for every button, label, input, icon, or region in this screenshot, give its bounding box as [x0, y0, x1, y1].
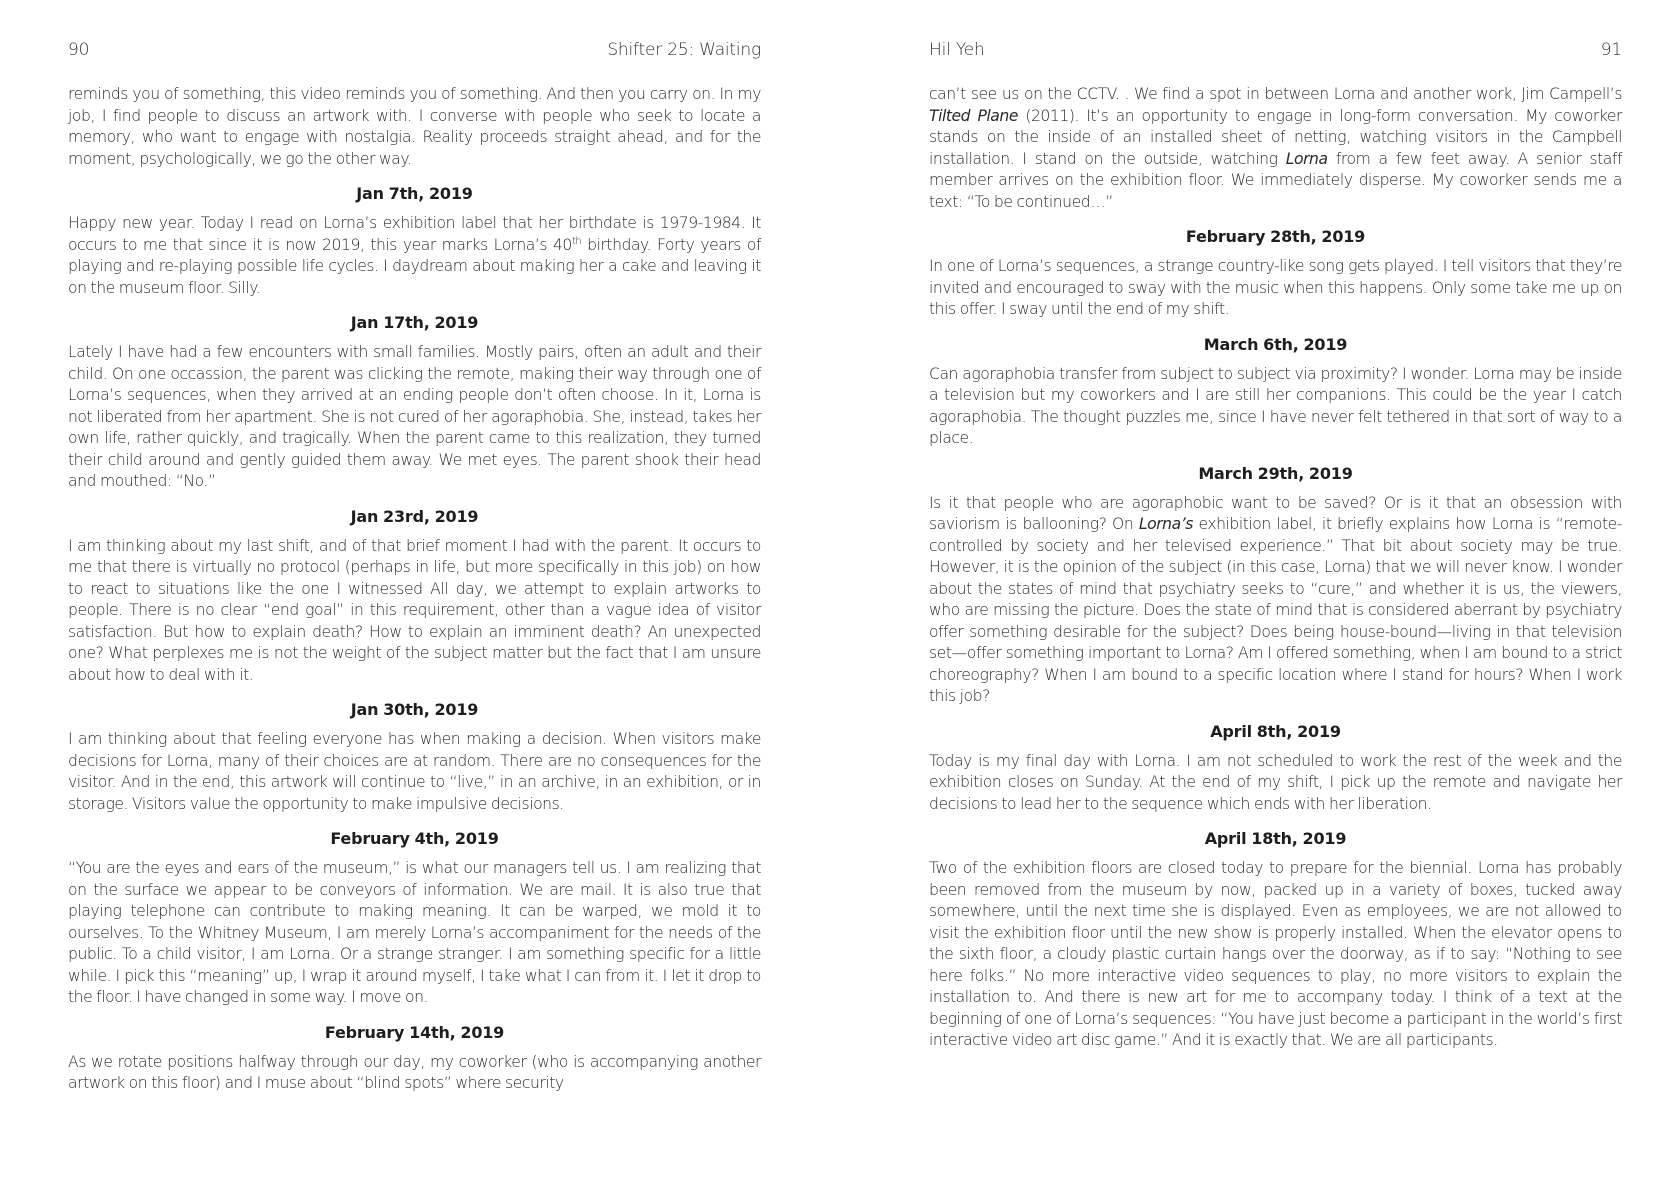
- entry-date: February 4th, 2019: [330, 829, 499, 848]
- right-page-number: 91: [1600, 40, 1622, 60]
- continuation-paragraph: can’t see us on the CCTV. . We find a spot in between Lorna and another work, Jim Campell’s Tilted Plane (2011). It’s an opportunity to engage in long-form conversation. My coworker stands on the inside of an installed sheet of netting, watching visitors in the Campbell installation. I stand on the outside, watching Lorna from a few feet away. A senior staff member arrives on the exhibition floor. We immediately disperse. My coworker sends me a text: “To be continued…”: [929, 85, 1622, 211]
- entry-text: Is it that people who are agoraphobic want to be saved? Or is it that an obsession with saviorism is ballooning? On Lorna’s exhibition label, it briefly explains how Lorna is “remote-controlled by society and her televised experience.” That bit about society may be true. However, it is the opinion of the subject (in this case, Lorna) that we will never know. I wonder about the states of mind that psychiatry seeks to “cure,” and whether it is us, the viewers, who are missing the picture. Does the state of mind that is considered aberrant by psychiatry offer something desirable for the subject? Does being house-bound—living in that television set—offer something important to Lorna? Am I offered something, when I am bound to a strict choreography? When I am bound to a specific location where I stand for hours? When I work this job?: [929, 493, 1622, 705]
- entry-date: February 14th, 2019: [324, 1022, 505, 1042]
- left-running-title: Shifter 25: Waiting: [607, 40, 761, 60]
- entry-text: Can agoraphobia transfer from subject to subject via proximity? I wonder. Lorna may be inside a television but my coworkers and I are still her companions. This could be the year I catch agoraphobia. The thought puzzles me, since I have never felt tethered in that sort of way to a place.: [929, 364, 1622, 447]
- entry-text: I am thinking about that feeling everyone has when making a decision. When visitors make decisions for Lorna, many of their choices are at random. There are no consequences for the visitor. And in the end, this artwork will continue to “live,” in an archive, in an exhibition, or in storage. Visitors value the opportunity to make impulsive decisions.: [68, 730, 761, 813]
- entry-text: Happy new year. Today I read on Lorna’s exhibition label that her birthdate is 1979-1984. It occurs to me that since it is now 2019, this year marks Lorna’s 40th birthday. Forty years of playing and re-playing possible life cycles. I daydream about making her a cake and leaving it on the museum floor. Silly.: [68, 214, 761, 297]
- entry-date: March 6th, 2019: [1203, 334, 1348, 354]
- entry-date: March 29th, 2019: [1198, 463, 1353, 483]
- right-body-text: [929, 84, 1622, 1061]
- entry-date: Jan 17th, 2019: [350, 313, 479, 332]
- ordinal-suffix: th: [571, 235, 582, 247]
- left-page: [68, 0, 761, 1199]
- artwork-title: Lorna: [1285, 149, 1328, 168]
- entry-date: April 8th, 2019: [1210, 721, 1341, 741]
- entry-text: I am thinking about my last shift, and of that brief moment I had with the parent. It occurs to me that there is virtually no protocol (perhaps in life, but more specifically in this job) on how to react to situations like the one I witnessed All day, we attempt to explain artworks to people. There is no clear “end goal” in this requirement, other than a vague idea of visitor satisfaction. But how to explain death? How to explain an imminent death? An unexpected one? What perplexes me is not the weight of the subject matter but the fact that I am unsure about how to deal with it.: [68, 536, 761, 684]
- entry-text: As we rotate positions halfway through our day, my coworker (who is accompanying another artwork on this floor) and I muse about “blind spots” where security: [68, 1052, 761, 1092]
- entry-date: Jan 30th, 2019: [350, 700, 479, 719]
- entry-text: In one of Lorna’s sequences, a strange country-like song gets played. I tell visitors that they’re invited and encouraged to sway with the music when this happens. Only some take me up on this offer. I sway until the end of my shift.: [929, 257, 1622, 318]
- entry-date: February 28th, 2019: [1185, 227, 1366, 246]
- entry-text: Lately I have had a few encounters with small families. Mostly pairs, often an adult and their child. On one occassion, the parent was clicking the remote, making their way through one of Lorna’s sequences, when they arrived at an ending people don’t often choose. In it, Lorna is not liberated from her apartment. She is not cured of her agoraphobia. She, instead, takes her own life, rather quickly, and tragically. When the parent came to this realization, they turned their child around and gently guided them away. We met eyes. The parent shook their head and mouthed: “No.”: [68, 343, 761, 490]
- right-running-head: [929, 40, 1622, 64]
- entry-date: Jan 7th, 2019: [356, 184, 473, 203]
- left-running-head: [68, 40, 761, 64]
- opening-paragraph: reminds you of something, this video reminds you of something. And then you carry on. In my job, I find people to discuss an artwork with. I converse with people who seek to locate a memory, who want to engage with nostalgia. Reality proceeds straight ahead, and for the moment, psychologically, we go the other way.: [68, 85, 761, 168]
- entry-text: Two of the exhibition floors are closed today to prepare for the biennial. Lorna has probably been removed from the museum by now, packed up in a variety of boxes, tucked away somewhere, until the next time she is displayed. Even as employees, we are not allowed to visit the exhibition floor until the new show is properly installed. When the elevator opens to the sixth floor, a cloudy plastic curtain hangs over the doorway, as if to say: “Nothing to see here folks.” No more interactive video sequences to play, no more visitors to explain the installation to. And there is new art for me to accompany today. I think of a text at the beginning of one of Lorna’s sequences: “You have just become a participant in the world’s first interactive video art disc game.” And it is exactly that. We are all participants.: [929, 859, 1622, 1049]
- entry-date: April 18th, 2019: [1204, 829, 1347, 848]
- entry-text: Today is my final day with Lorna. I am not scheduled to work the rest of the week and the exhibition closes on Sunday. At the end of my shift, I pick up the remote and navigate her decisions to lead her to the sequence which ends with her liberation.: [929, 751, 1622, 813]
- right-running-title: Hil Yeh: [929, 40, 985, 60]
- artwork-title: Lorna’s: [1138, 515, 1193, 533]
- left-page-number: 90: [68, 40, 90, 60]
- entry-text: “You are the eyes and ears of the museum,” is what our managers tell us. I am realizing that on the surface we appear to be conveyors of information. We are mail. It is also true that playing telephone can contribute to making meaning. It can be warped, we mold it to ourselves. To the Whitney Museum, I am merely Lorna’s accompaniment for the needs of the public. To a child visitor, I am Lorna. Or a strange stranger. I am something specific for a little while. I pick this “meaning” up, I wrap it around myself, I take what I can from it. I let it drop to the floor. I have changed in some way. I move on.: [68, 859, 761, 1006]
- entry-date: Jan 23rd, 2019: [350, 506, 479, 526]
- left-body-text: [68, 84, 761, 1104]
- right-page: [929, 0, 1622, 1199]
- artwork-title: Tilted Plane: [929, 106, 1018, 125]
